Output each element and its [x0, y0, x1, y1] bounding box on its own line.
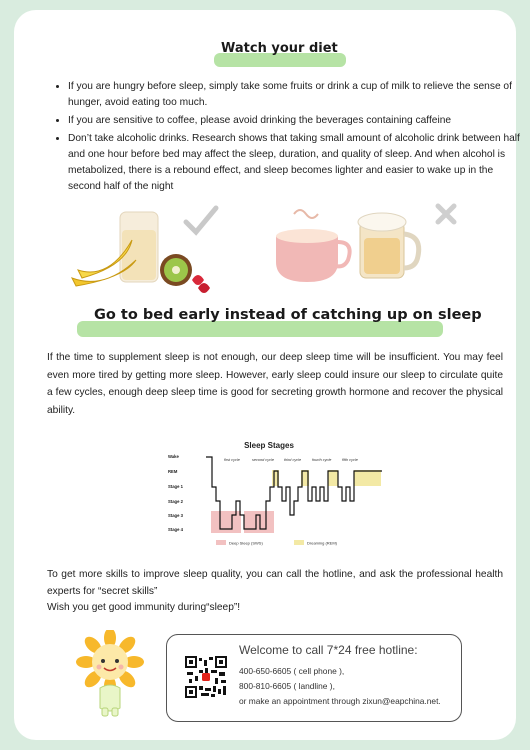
- sunflower-mascot-icon: [72, 630, 148, 720]
- fruit-milk-illustration: [64, 200, 244, 300]
- qr-code-icon: [185, 656, 227, 698]
- stage-label: Stage 2: [168, 499, 183, 504]
- title-highlight: [77, 321, 443, 337]
- cycle-label: fifth cycle: [342, 458, 358, 462]
- hotline-cell-phone[interactable]: 400-650-6605 ( cell phone ),: [239, 666, 345, 676]
- stage-label: Stage 3: [168, 513, 183, 518]
- hotline-title: Welcome to call 7*24 free hotline:: [239, 643, 418, 657]
- page: [14, 10, 520, 740]
- stage-label: Stage 1: [168, 484, 183, 489]
- sleep-stages-title: Sleep Stages: [244, 441, 294, 450]
- sleep-stages-chart: [164, 437, 394, 552]
- legend-label: Deep Sleep (SWS): [229, 540, 263, 546]
- diet-bullet: • If you are sensitive to coffee, please avoid drinking the beverages containing caffeine: [68, 113, 523, 129]
- legend-swatch-deep: [216, 540, 226, 545]
- cycle-label: second cycle: [252, 458, 274, 462]
- diet-bullet: • If you are hungry before sleep, simply take some fruits or drink a cup of milk to relieve the sense of hunger, avoid eating too much.: [68, 79, 523, 111]
- cycle-label: fourth cycle: [312, 458, 332, 462]
- closing-text: [47, 567, 503, 617]
- rem-region: [354, 470, 381, 486]
- stage-label: Stage 4: [168, 527, 183, 532]
- bed-title: Go to bed early instead of catching up on sleep: [94, 307, 482, 323]
- diet-bullet-list: [52, 79, 523, 197]
- cycle-label: first cycle: [224, 458, 240, 462]
- bed-paragraph: If the time to supplement sleep is not enough, our deep sleep time will be insufficient. You may feel even more tired by getting more sleep. However, early sleep could insure our sleep to circulate quite a few cycles, enough deep sleep time is good for secreting growth hormone and recover the physical ability.: [47, 352, 503, 416]
- cycle-label: third cycle: [284, 458, 302, 462]
- closing-line: Wish you get good immunity during“sleep”!: [47, 602, 241, 613]
- legend-label: Dreaming (REM): [307, 540, 338, 546]
- hypnogram-line: [206, 457, 382, 529]
- legend-swatch-rem: [294, 540, 304, 545]
- deep-sleep-region: [244, 511, 274, 533]
- diet-title: Watch your diet: [221, 41, 338, 56]
- hotline-email-link[interactable]: or make an appointment through zixun@eapchina.net.: [239, 696, 441, 706]
- stage-label: Wake: [168, 454, 179, 459]
- diet-bullet: • Don’t take alcoholic drinks. Research shows that taking small amount of alcoholic drink between half and one hour before bed may affect the sleep, duration, and quality of sleep. And when alcohol is metabolized, there is a rebound effect, and sleep becomes lighter and easier to wake up in the second half of the night: [68, 131, 523, 195]
- closing-line: To get more skills to improve sleep quality, you can call the hotline, and ask the professional health experts for “secret skills”: [47, 569, 503, 597]
- coffee-beer-illustration: [262, 200, 462, 290]
- rem-region: [328, 470, 338, 486]
- hotline-landline[interactable]: 800-810-6605 ( landline ),: [239, 681, 335, 691]
- hotline-box: [166, 634, 462, 722]
- stage-label: REM: [168, 469, 178, 474]
